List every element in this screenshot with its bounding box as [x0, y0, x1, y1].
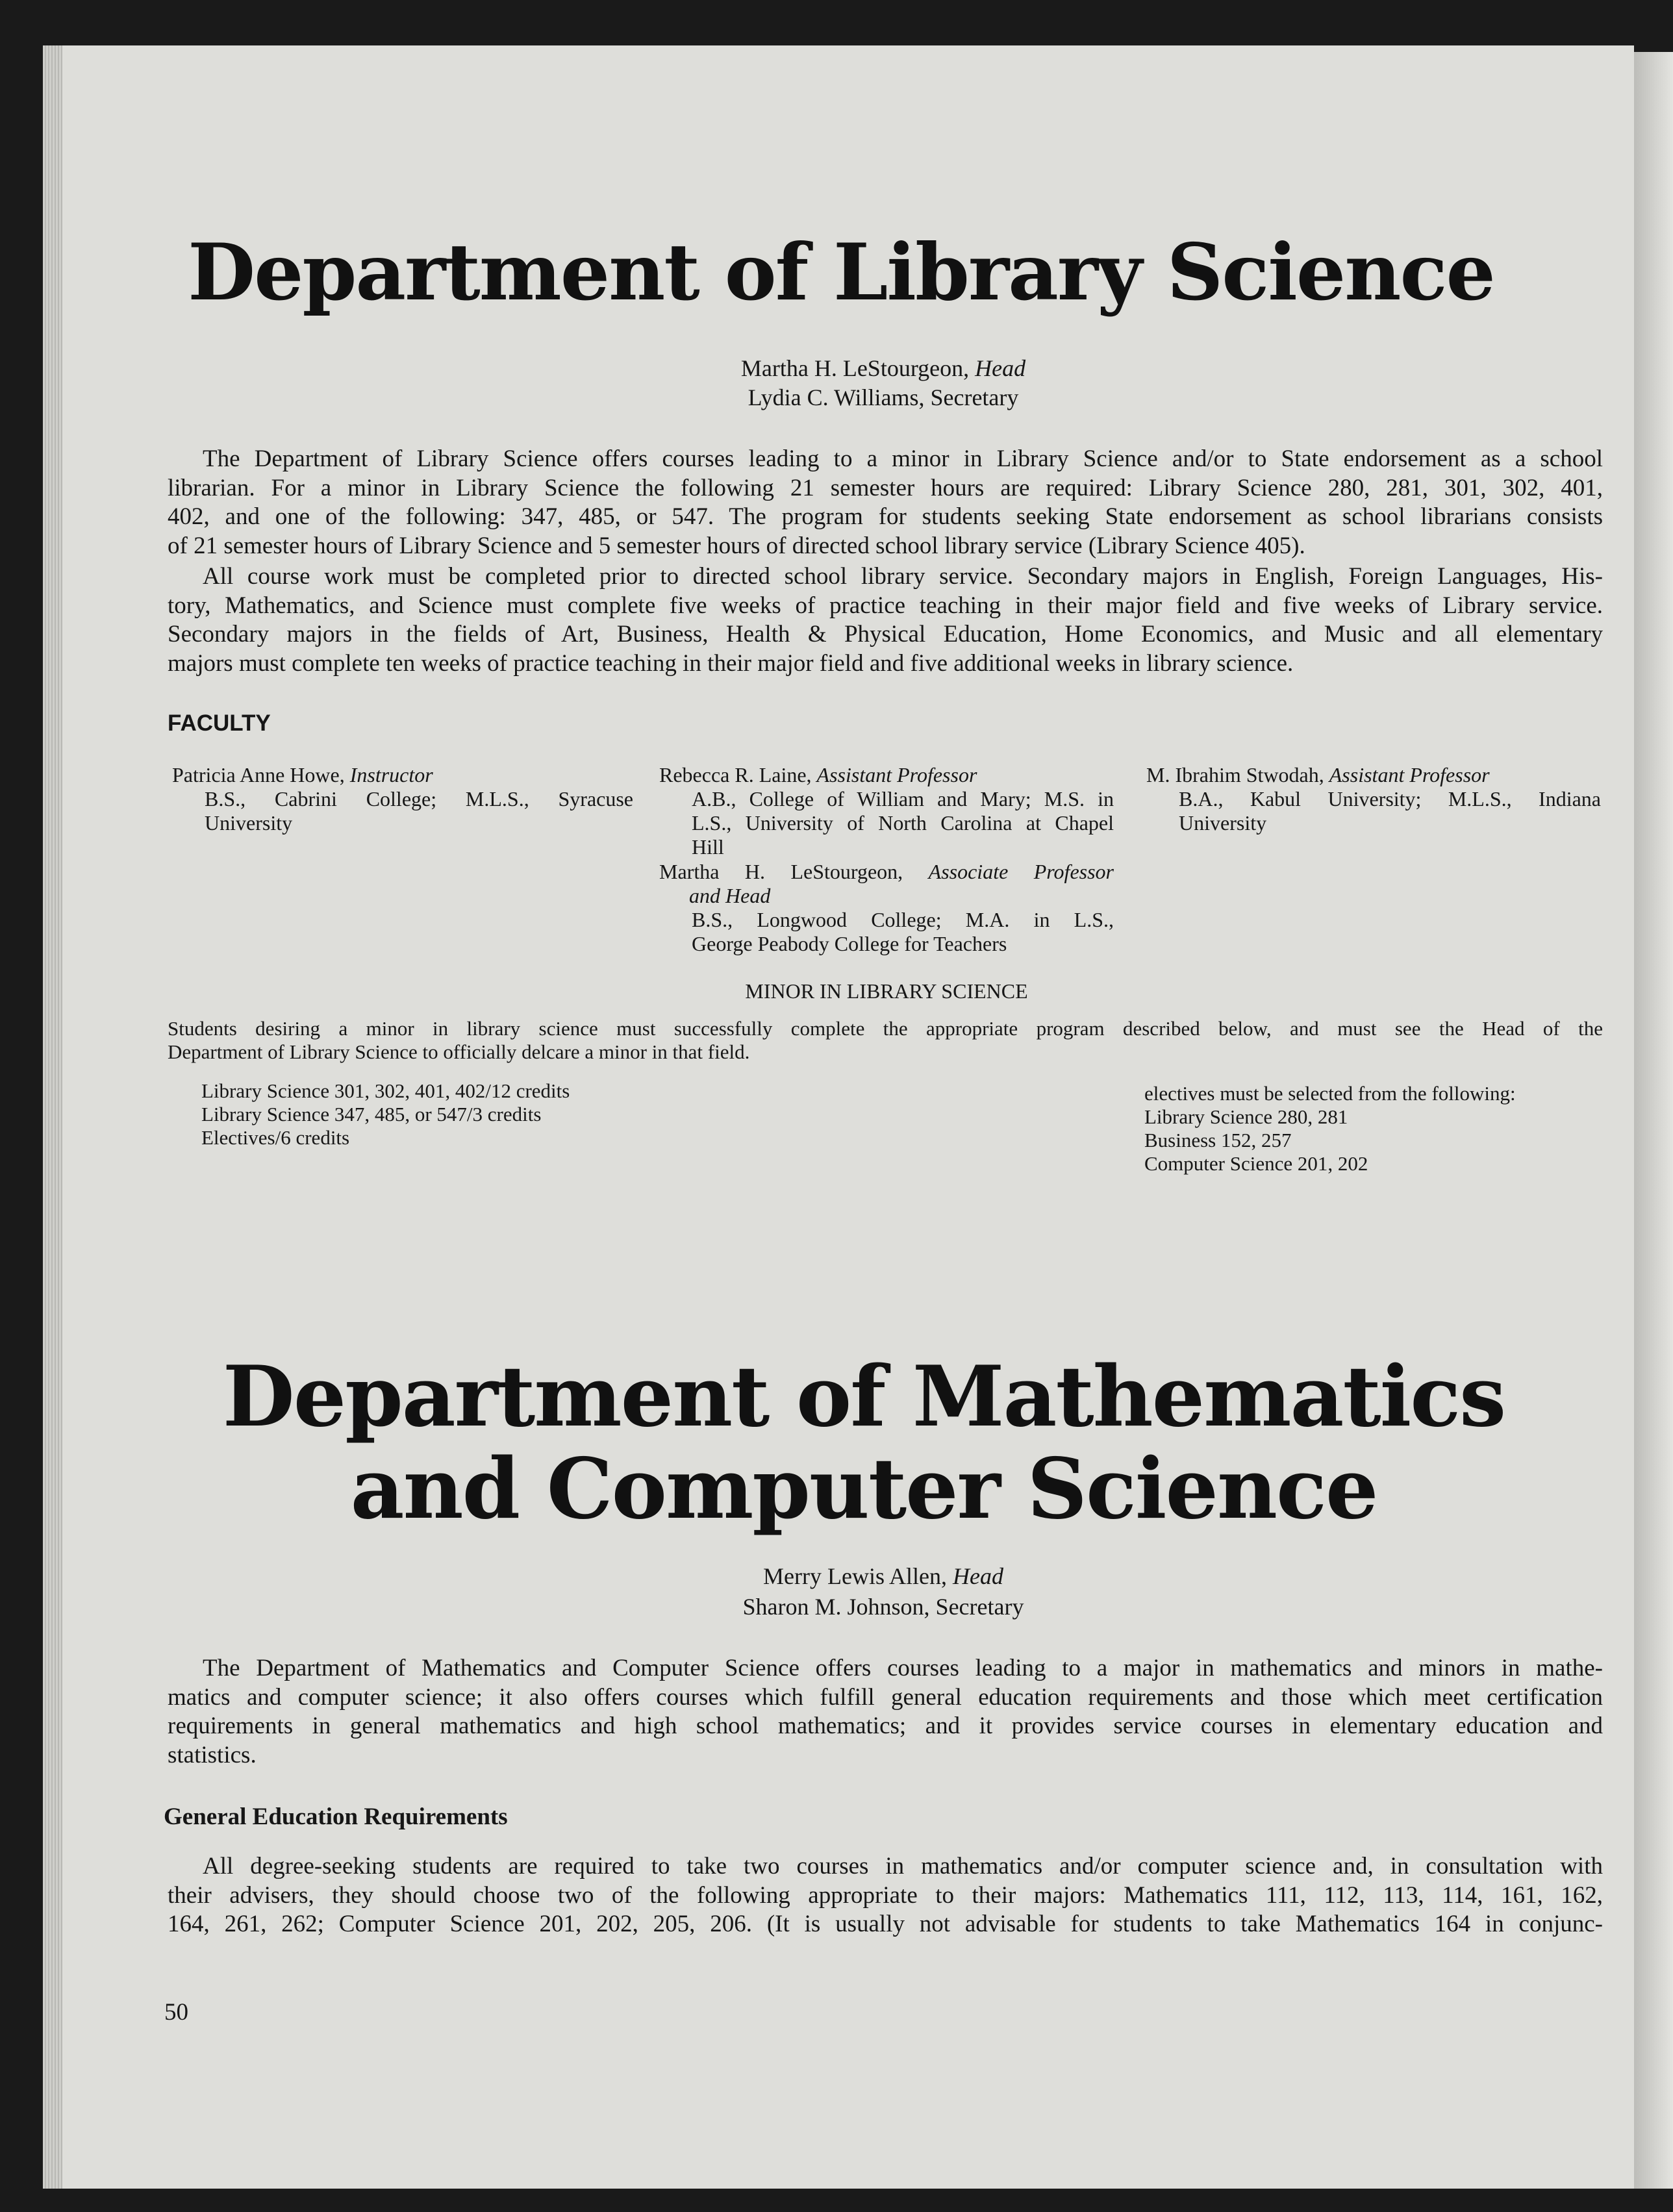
math-title-line1: Department of Mathematics [222, 1348, 1505, 1446]
faculty-entry-howe [172, 763, 633, 835]
library-head-role: Head [975, 355, 1026, 381]
library-head [62, 354, 1634, 383]
math-title-line2: and Computer Science [350, 1440, 1377, 1538]
gen-ed-paragraph [168, 1852, 1603, 1939]
math-head-name: Merry Lewis Allen, [763, 1563, 953, 1589]
math-secretary: Sharon M. Johnson, Secretary [742, 1594, 1024, 1620]
para-line: All degree-seeking students are required to take two courses in mathematics and/or computer science and, in consultation with [203, 1853, 1603, 1879]
facing-page-edge [1634, 52, 1673, 2189]
faculty-degree: University [205, 811, 293, 835]
minor-heading: MINOR IN LIBRARY SCIENCE [745, 979, 1028, 1003]
minor-description [168, 1017, 1603, 1064]
math-intro-paragraph [168, 1654, 1603, 1770]
faculty-title: Assistant Professor [816, 763, 977, 786]
para-line: their advisers, they should choose two of the following appropriate to their majors: Mathematics 111, 112, 113, 114, 161, 162, [168, 1881, 1603, 1909]
faculty-degree: B.S., Longwood College; M.A. in L.S., [692, 908, 1114, 931]
library-coursework-paragraph [168, 562, 1603, 678]
minor-line: Students desiring a minor in library science must successfully complete the appropriate program described below, and must see the Head of the [168, 1017, 1603, 1040]
para-line: majors must complete ten weeks of practice teaching in their major field and five additional weeks in library science. [168, 649, 1294, 677]
faculty-entry-stwodah [1146, 763, 1601, 835]
para-line: matics and computer science; it also offers courses which fulfill general education requirements and those which meet certification [168, 1683, 1603, 1711]
catalog-page [62, 45, 1634, 2189]
para-line: requirements in general mathematics and high school mathematics; and it provides service courses in elementary education and [168, 1713, 1603, 1739]
faculty-name: M. Ibrahim Stwodah, [1146, 763, 1329, 786]
faculty-degree: University [1179, 811, 1267, 835]
electives-intro: electives must be selected from the following: [1144, 1082, 1516, 1105]
faculty-title: Associate Professor [928, 860, 1114, 883]
faculty-degree: George Peabody College for Teachers [692, 932, 1007, 955]
faculty-name: Rebecca R. Laine, [659, 763, 817, 786]
para-line: The Department of Mathematics and Computer Science offers courses leading to a major in mathematics and minors in mathe- [203, 1655, 1603, 1681]
para-line: of 21 semester hours of Library Science and 5 semester hours of directed school library service (Library Science 405). [168, 532, 1305, 559]
math-head-role: Head [952, 1563, 1003, 1589]
math-head [62, 1562, 1634, 1590]
library-secretary: Lydia C. Williams, Secretary [748, 384, 1019, 410]
para-line: 164, 261, 262; Computer Science 201, 202, 205, 206. (It is usually not advisable for students to take Mathematics 164 in conjunc- [168, 1911, 1603, 1937]
faculty-degree: A.B., College of William and Mary; M.S. in [692, 787, 1114, 811]
page-number: 50 [164, 1999, 188, 2026]
faculty-title: Assistant Professor [1329, 763, 1490, 786]
faculty-degree: L.S., University of North Carolina at Chapel [692, 811, 1114, 835]
faculty-name: Patricia Anne Howe, [172, 763, 350, 786]
faculty-entry-laine [659, 763, 1114, 859]
faculty-degree: B.S., Cabrini College; M.L.S., Syracuse [205, 787, 633, 811]
faculty-title: Instructor [349, 763, 433, 786]
requirement-item: Electives/6 credits [201, 1126, 350, 1149]
elective-item: Library Science 280, 281 [1144, 1105, 1348, 1128]
para-line: librarian. For a minor in Library Science the following 21 semester hours are required: Library Science 280, 281, 301, 302, 401, [168, 474, 1603, 501]
minor-line: Department of Library Science to officially delcare a minor in that field. [168, 1040, 750, 1063]
para-line: Secondary majors in the fields of Art, Business, Health & Physical Education, Home Economics, and Music and all elementary [168, 621, 1603, 647]
faculty-heading: FACULTY [168, 710, 271, 736]
elective-item: Computer Science 201, 202 [1144, 1152, 1368, 1175]
math-dept-title [62, 1348, 1634, 1538]
para-line: The Department of Library Science offers courses leading to a minor in Library Science and/or to State endorsement as a school [203, 446, 1603, 472]
library-dept-title: Department of Library Science [188, 227, 1494, 318]
faculty-name: Martha H. LeStourgeon, [659, 860, 929, 883]
library-head-name: Martha H. LeStourgeon, [740, 355, 975, 381]
faculty-degree: Hill [692, 835, 724, 859]
para-line: All course work must be completed prior to directed school library service. Secondary majors in English, Foreign Languages, His- [203, 563, 1603, 590]
para-line: tory, Mathematics, and Science must complete five weeks of practice teaching in their major field and five weeks of Library service. [168, 592, 1603, 619]
faculty-degree: B.A., Kabul University; M.L.S., Indiana [1179, 787, 1601, 811]
faculty-title-cont: and Head [689, 884, 771, 907]
page-edge-stack [43, 45, 65, 2189]
requirement-item: Library Science 347, 485, or 547/3 credits [201, 1103, 542, 1125]
electives-list [1144, 1082, 1599, 1175]
requirement-item: Library Science 301, 302, 401, 402/12 credits [201, 1079, 570, 1102]
elective-item: Business 152, 257 [1144, 1129, 1292, 1151]
para-line: statistics. [168, 1741, 257, 1768]
library-intro-paragraph [168, 445, 1603, 560]
minor-requirements-list [201, 1079, 786, 1150]
gen-ed-heading: General Education Requirements [164, 1804, 508, 1830]
faculty-entry-lestourgeon [659, 860, 1114, 956]
para-line: 402, and one of the following: 347, 485, or 547. The program for students seeking State endorsement as school librarians consists [168, 503, 1603, 530]
